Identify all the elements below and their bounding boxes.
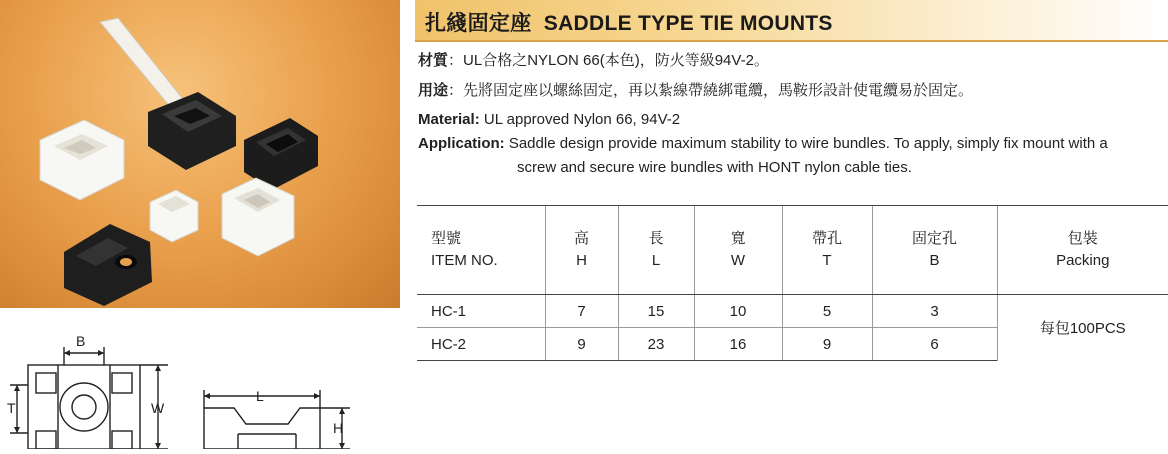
cell-l: 15	[618, 295, 694, 328]
cell-item: HC-1	[431, 302, 467, 320]
top-view-diagram	[0, 335, 180, 449]
header-l: 長 L	[618, 206, 694, 295]
dim-label-t: T	[7, 400, 16, 416]
title-en: SADDLE TYPE TIE MOUNTS	[543, 12, 833, 35]
spec-material-zh-text: ：UL合格之NYLON 66(本色)，防火等級94V-2。	[448, 52, 769, 69]
cell-b: 3	[872, 295, 997, 328]
product-photo	[0, 0, 400, 308]
spec-usage-zh	[418, 79, 973, 100]
cell-w: 10	[694, 295, 782, 328]
spec-material-zh-label: 材質	[418, 52, 449, 69]
header-h: 高 H	[545, 206, 618, 295]
dim-label-l: L	[256, 388, 264, 404]
cell-item: HC-2	[417, 328, 545, 361]
header-t: 帶孔 T	[782, 206, 872, 295]
header-item-no: 型號 ITEM NO.	[417, 206, 545, 295]
spec-material-zh	[418, 49, 769, 70]
spec-material-en	[418, 111, 680, 128]
banner-divider	[415, 40, 1168, 42]
dim-label-w: W	[151, 400, 165, 416]
title-banner	[415, 0, 1168, 40]
cell-t: 5	[782, 295, 872, 328]
cell-h: 7	[545, 295, 618, 328]
cell-b: 6	[872, 328, 997, 361]
spec-application-en-cont	[517, 159, 912, 176]
top-view-drawing	[0, 335, 180, 449]
cell-l: 23	[618, 328, 694, 361]
spec-usage-zh-text: ：先將固定座以螺絲固定，再以紮線帶繞綁電纜，馬鞍形設計使電纜易於固定。	[448, 82, 974, 99]
spec-material-en-text: UL approved Nylon 66, 94V-2	[479, 111, 681, 128]
tie-mounts-illustration	[0, 0, 400, 308]
header-b: 固定孔 B	[872, 206, 997, 295]
cell-w: 16	[694, 328, 782, 361]
cell-t: 9	[782, 328, 872, 361]
dim-label-b: B	[76, 333, 86, 349]
table-header-row	[417, 206, 1168, 295]
spec-table	[417, 205, 1168, 361]
side-view-diagram	[190, 380, 360, 449]
cell-h: 9	[545, 328, 618, 361]
spec-usage-zh-label: 用途	[418, 82, 449, 99]
header-packing: 包裝 Packing	[997, 206, 1168, 295]
header-w: 寬 W	[694, 206, 782, 295]
spec-application-en	[418, 135, 1108, 152]
page-title	[425, 7, 833, 37]
table-row	[417, 295, 1168, 328]
spec-application-en-line1: Saddle design provide maximum stability to wire bundles. To apply, simply fix mount with a	[504, 135, 1108, 152]
spec-application-en-line2: screw and secure wire bundles with HONT nylon cable ties.	[517, 159, 912, 176]
dim-label-h: H	[333, 420, 344, 436]
title-zh: 扎綫固定座	[425, 12, 532, 35]
spec-material-en-label: Material:	[418, 111, 480, 128]
cell-packing: 每包100PCS	[997, 295, 1168, 361]
spec-application-en-label: Application:	[418, 135, 505, 152]
side-view-drawing	[190, 380, 360, 449]
